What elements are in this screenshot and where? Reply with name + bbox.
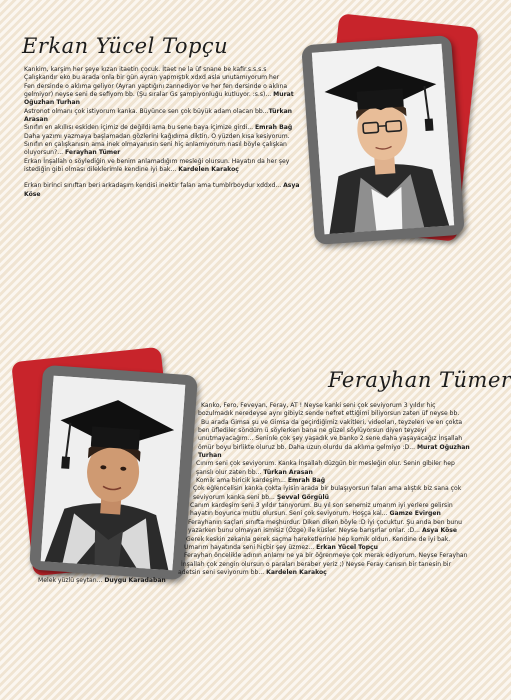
signer-name: Turhan [198,452,222,460]
message-line [0,460,488,468]
message-line [24,124,300,132]
message-line [0,469,488,477]
signer-name: Asya [283,182,300,190]
message-line [24,66,300,74]
message-text: ben üflediler söndüm ü söylerken bana ne güzel söylüyorsun diyen teyzeyi [198,427,427,435]
message-line [0,527,488,535]
message-text: Sınıfın en çalışkanısın ama inek olmayanısın seni hiç anlamıyorum nasıl böyle çalışkan [24,141,287,149]
paragraph-gap [24,174,300,182]
signer-name: Duygu Karadaban [104,577,166,585]
signature-messages [24,66,300,199]
message-line [24,182,300,190]
message-line [0,435,488,443]
message-text: Çok eğlencelisin kanka çokta iyisin arada bir bulaşıyorsun falan ama alıştık biz sana çok [193,485,462,493]
signer-name: Murat [273,91,294,99]
message-line [0,544,488,552]
message-line [0,536,488,544]
signer-name: Asya Köse [421,527,458,535]
message-text: Canım kardeşim seni 3 yıldır tanıyorum. Bu yıl son senemiz umarım iyi yerlere gelirsin [190,502,453,510]
message-text: unutmayacağım... Seninle çok şey yaşadık ve banko 2 sene daha yaşayacağız İnşallah [198,435,463,443]
signer-name: Ferayhan Tümer [65,149,121,157]
signer-name: Kardelen Karakoç [266,568,327,576]
message-text: Erkan birinci sınıftan beri arkadaşım kendisi inektir falan ama tumblrboydur xddxd... [24,182,284,190]
message-line [0,569,488,577]
message-text: Daha yazımı yazmaya başlamadan gözlerini kağıdıma diktin. O yüzden kısa kesiyorum. [24,132,290,140]
message-text: şanslı olur zaten bb... [196,468,264,476]
signer-name: Gamze Evirgen [389,510,441,518]
message-text: adetsin seni seviyorum bb... [178,568,267,576]
message-line [24,141,300,149]
message-text: gelmiyor) neyse seni de sefiyom bb. (Şu sıralar Gs şampiyonluğu kutluyor. :s.s)... [24,91,274,99]
signer-name: Şevval Görgülü [276,493,329,501]
signer-name: Türkan Arasan [263,468,313,476]
student-name: Erkan Yücel Topçu [22,34,229,58]
message-line [24,74,300,82]
student-photo-frame [298,20,468,245]
signer-name: Oğuzhan Turhan [24,99,80,107]
message-text: Bu arada Gimsa şu ve Gimsa da geçirdiğimiz vakitleri, videoları, teyzeleri ve en çokta [201,418,463,426]
message-text: Kanko, Fero, Feveyan, Feray, AT ! Neyse kanki seni çok seviyorum 3 yıldır hiç [201,402,436,409]
message-text: Fen dersinde o aklıma geliyor (Ayran yaptığını zannediyor ve her fen dersinde o aklına [24,82,288,90]
message-line [0,410,488,418]
message-text: bozulmadık neredeyse aynı gibiyiz sende nefret ettiğimi biliyorsun zaten üf neyse bb. [198,410,460,418]
signer-name: Murat Oğuzhan [416,443,470,451]
message-line [0,519,488,527]
signer-name: Köse [24,190,41,198]
message-text: Kankim, karşim her şeye kızan itaetin çocuk. İtaet ne la üf snane be kafir.s.s.s.s [24,66,267,73]
message-line [0,561,488,569]
message-text: oluyorsun?... [24,149,66,157]
message-line [24,108,300,116]
signer-name: Türkan [268,107,293,115]
message-line [24,83,300,91]
message-line [0,552,488,560]
message-line [24,149,300,157]
message-text: Sınıfın en akıllısı eskiden içimiz de değildi ama bu sene baya içimize girdi... [24,124,256,132]
message-line [24,166,300,174]
signer-name: Arasan [24,116,48,124]
student-portrait-image [312,44,454,235]
signer-name: Kardelen Karakoç [178,166,239,174]
message-text: istediğin gibi olması dileklerimle kendine iyi bak... [24,166,179,174]
signer-name: Emrah Bağ [255,124,293,132]
message-text: Çalışkandır eko bu arada onla bir gün ayran yapmıştık xdxd asla unutamıyorum her [24,74,280,82]
message-text: İnşallah çok zengin olursun o paraları beraber yeriz ;) Neyse Feray canısın bir tanesin bir [181,560,452,568]
message-text: Melek yüzlü şeytan... [38,577,105,585]
signature-messages [0,402,488,586]
message-text: Gerek keskin zekanla gerek saçma hareketlerinle hep komik oldun. Kendine de iyi bak. [186,535,451,543]
message-line [24,158,300,166]
message-line [24,191,300,199]
message-line [0,444,488,452]
message-line [0,502,488,510]
message-line [0,494,488,502]
message-line [24,99,300,107]
signer-name: Erkan Yücel Topçu [316,543,379,551]
message-text: Cınım seni çok seviyorum. Kanka İnşallah düzgün bir mesleğin olur. Senin gibiler hep [196,460,455,468]
message-text: hayatın boyunca mutlu olursun. Seni çok seviyorum. Hoşça kal... [190,510,390,518]
message-text: Komik ama biricik kardeşim... [196,477,288,485]
message-text: Ferayhanın saçları sınıfta meşhurdur. Diken diken böyle :D iyi çocuktur. Şu anda ben bunu [188,518,463,526]
message-text: ömür boyu birlikte oluruz bb. Daha uzun olurdu da aklıma gelmiyo :D... [198,443,417,451]
signer-name: Emrah Bağ [287,477,326,485]
message-text: Umarım hayatında seni hiçbir şey üzmez... [184,543,317,551]
message-text: seviyorum kanka seni bb... [193,493,277,501]
message-line [0,419,488,427]
message-text: Erkan İnşallah o söylediğin ve benim anlamadığım mesleği olursun. Hayatın da her şey [24,157,290,165]
message-text: yazarken bunu olmayan ismisiz (Özge) ile küsler. Neyse barışırlar onlar. :D... [188,527,422,535]
message-line [0,485,488,493]
message-text: Astronot olmanı çok istiyorum kanka. Büyünce sen çok büyük adam olacan bb... [24,107,269,115]
message-line [0,577,488,585]
message-text: Ferayhan öncelikle adının anlamı ne ya bir öğrenmeye çok merak ediyorum. Neyse Ferayhan [184,552,468,560]
student-name: Ferayhan Tümer [328,368,511,392]
message-line [0,510,488,518]
student-photo [312,44,454,235]
message-line [24,133,300,141]
